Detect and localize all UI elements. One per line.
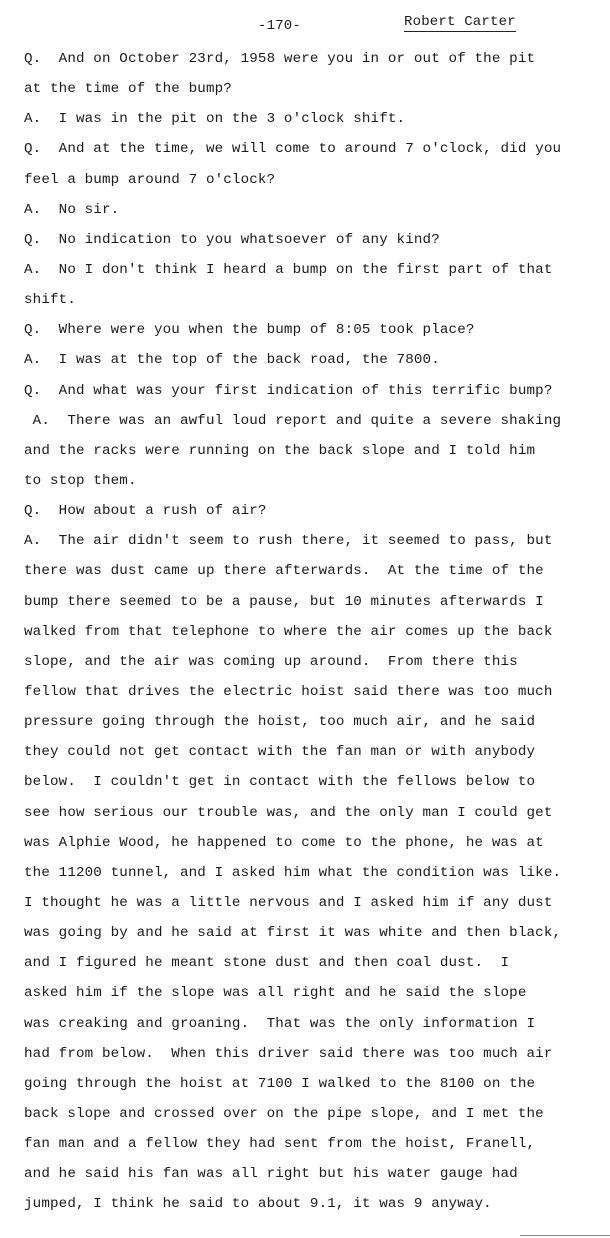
transcript-line: jumped, I think he said to about 9.1, it was 9 anyway. [24,1196,492,1213]
transcript-line: bump there seemed to be a pause, but 10 minutes afterwards I [24,593,544,610]
transcript-line: Q. No indication to you whatsoever of any kind? [24,231,440,248]
transcript-line: see how serious our trouble was, and the only man I could get [24,804,553,821]
transcript-line: back slope and crossed over on the pipe slope, and I met the [24,1105,544,1122]
transcript-line: had from below. When this driver said there was too much air [24,1045,553,1062]
transcript-line: A. The air didn't seem to rush there, it seemed to pass, but [24,533,553,550]
transcript-line: Q. And what was your first indication of this terrific bump? [24,382,553,399]
transcript-line: and the racks were running on the back slope and I told him [24,442,536,459]
scan-edge-rule [520,1235,610,1236]
transcript-line: slope, and the air was coming up around. From there this [24,653,518,670]
transcript-line: to stop them. [24,472,137,489]
transcript-line: there was dust came up there afterwards. At the time of the [24,563,544,580]
transcript-line: A. No I don't think I heard a bump on the first part of that [24,261,553,278]
transcript-line: walked from that telephone to where the air comes up the back [24,623,553,640]
transcript-line: Q. Where were you when the bump of 8:05 took place? [24,322,475,339]
transcript-line: was creaking and groaning. That was the only information I [24,1015,536,1032]
transcript-line: fan man and a fellow they had sent from the hoist, Franell, [24,1136,536,1153]
transcript-line: and he said his fan was all right but his water gauge had [24,1166,518,1183]
page-header [0,14,610,38]
transcript-line: Q. How about a rush of air? [24,503,267,520]
transcript-line: Q. And on October 23rd, 1958 were you in or out of the pit [24,51,536,67]
transcript-line: I thought he was a little nervous and I asked him if any dust [24,894,553,911]
transcript-line: shift. [24,292,76,309]
transcript-line: at the time of the bump? [24,81,232,98]
transcript-line: A. I was in the pit on the 3 o'clock shift. [24,111,406,128]
witness-name: Robert Carter [404,14,516,30]
transcript-line: going through the hoist at 7100 I walked to the 8100 on the [24,1075,536,1092]
transcript-line: A. There was an awful loud report and quite a severe shaking [24,412,562,429]
transcript-line: Q. And at the time, we will come to around 7 o'clock, did you [24,141,562,158]
transcript-line: fellow that drives the electric hoist said there was too much [24,683,553,700]
transcript-line: was Alphie Wood, he happened to come to the phone, he was at [24,834,544,851]
transcript-line: they could not get contact with the fan man or with anybody [24,744,536,761]
transcript-body [24,44,599,1219]
transcript-line: asked him if the slope was all right and he said the slope [24,985,527,1002]
transcript-line: the 11200 tunnel, and I asked him what the condition was like. [24,864,562,881]
transcript-line: below. I couldn't get in contact with the fellows below to [24,774,536,791]
transcript-line: and I figured he meant stone dust and then coal dust. I [24,955,510,972]
transcript-line: A. No sir. [24,201,120,218]
transcript-line: was going by and he said at first it was white and then black, [24,925,562,942]
transcript-line: pressure going through the hoist, too much air, and he said [24,714,536,731]
page-number: -170- [258,18,302,34]
transcript-line: feel a bump around 7 o'clock? [24,171,276,188]
transcript-line: A. I was at the top of the back road, the 7800. [24,352,440,369]
